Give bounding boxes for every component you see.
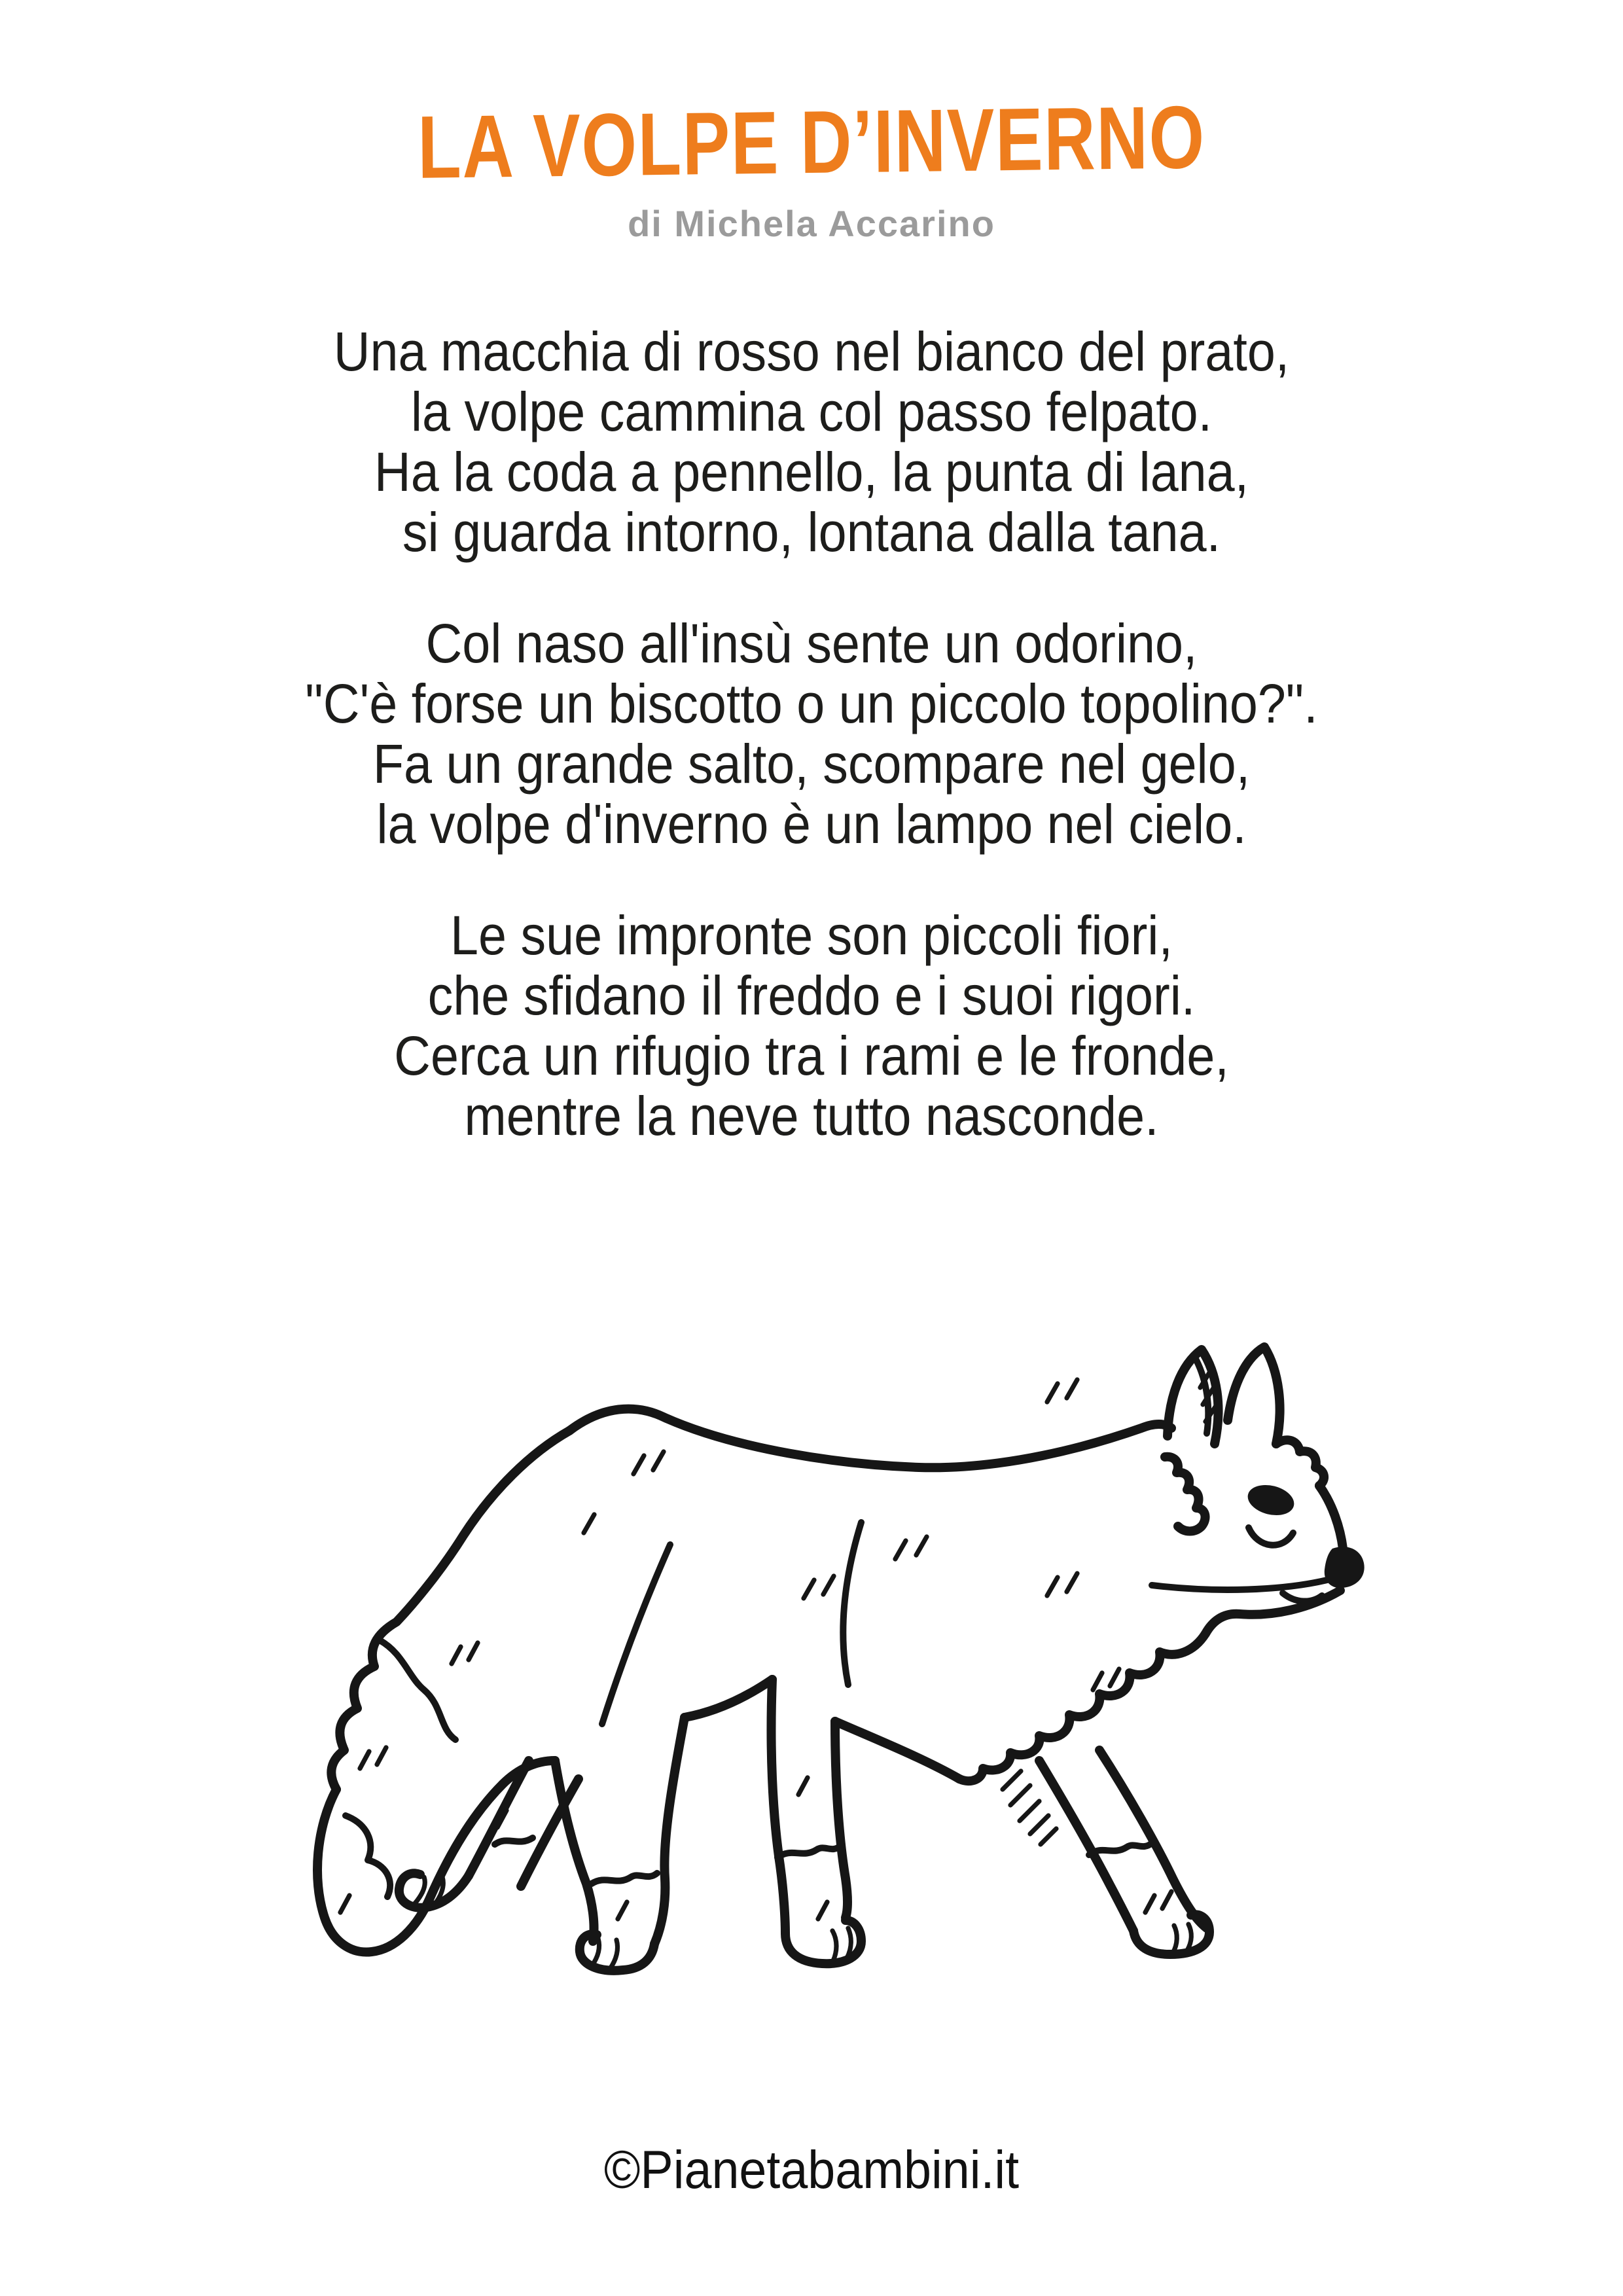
fox-nose <box>1325 1547 1364 1588</box>
fox-ear-near <box>1228 1347 1280 1444</box>
stanza-2 <box>65 613 1558 854</box>
fox-hind-legs <box>399 1717 685 1971</box>
fox-line-art-illustration <box>249 1329 1400 2009</box>
fox-chest-ruff <box>959 1634 1205 1781</box>
poem-line: che sfidano il freddo e i suoi rigori. <box>427 965 1196 1026</box>
poem-line: Cerca un rifugio tra i rami e le fronde, <box>394 1025 1229 1086</box>
poem-line: Le sue impronte son piccoli fiori, <box>450 905 1173 966</box>
stanza-1 <box>65 321 1558 562</box>
fox-body <box>331 1409 1171 1789</box>
poem-line: mentre la neve tutto nasconde. <box>464 1085 1159 1147</box>
fox-eye <box>1245 1480 1298 1520</box>
poem-line: "C'è forse un biscotto o un piccolo topolino?". <box>305 673 1318 734</box>
fox-smile <box>1249 1528 1293 1545</box>
fox-front-legs <box>772 1679 1210 1964</box>
poem-line: la volpe cammina col passo felpato. <box>410 381 1213 442</box>
fox-head <box>959 1347 1364 1781</box>
stanza-3 <box>65 905 1558 1146</box>
page-byline: di Michela Accarino <box>628 203 995 244</box>
poem-line: Ha la coda a pennello, la punta di lana, <box>374 441 1249 503</box>
poem-line: si guarda intorno, lontana dalla tana. <box>402 501 1221 563</box>
poem <box>65 321 1558 1197</box>
poem-line: Una macchia di rosso nel bianco del prato, <box>333 321 1290 382</box>
poem-line: la volpe d'inverno è un lampo nel cielo. <box>376 793 1247 855</box>
page-title: LA VOLPE D’INVERNO <box>417 87 1206 197</box>
poem-line: Col naso all'insù sente un odorino, <box>425 613 1198 674</box>
footer-credit: ©Pianetabambini.it <box>603 2140 1020 2200</box>
poem-line: Fa un grande salto, scompare nel gelo, <box>372 733 1251 795</box>
